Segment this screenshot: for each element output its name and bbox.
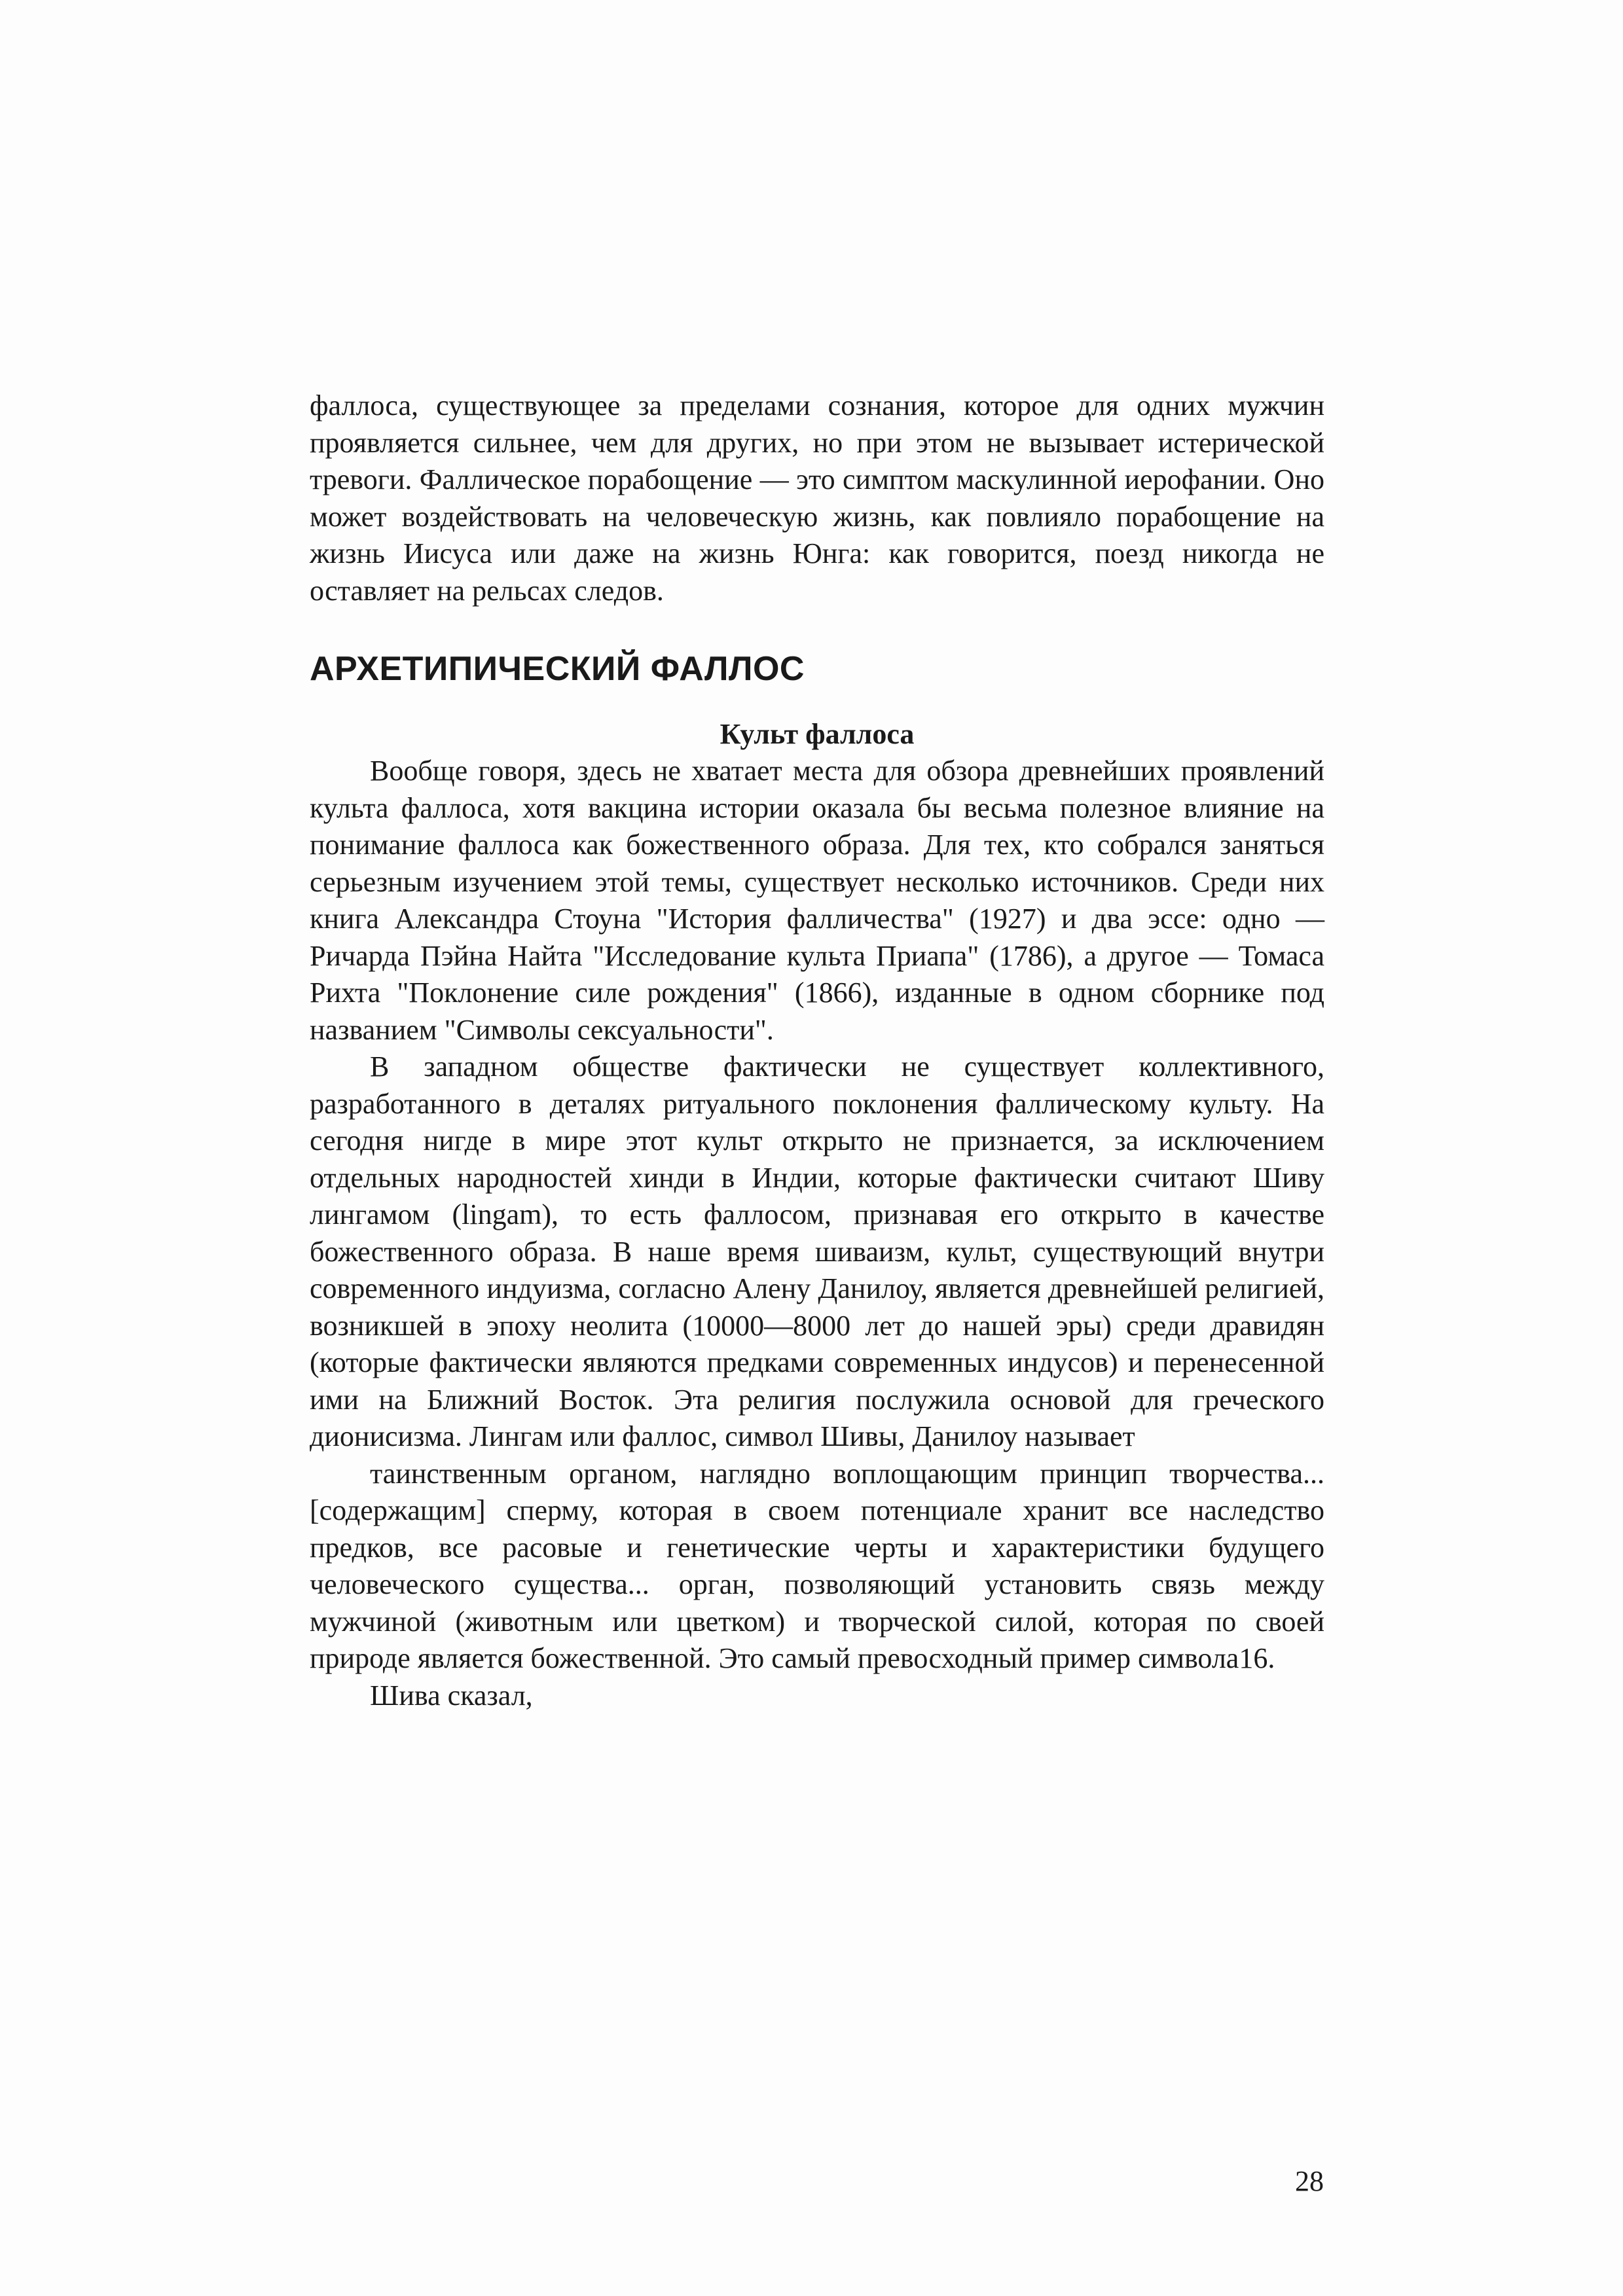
subsection-heading: Культ фаллоса [720,718,915,750]
block-quote: таинственным органом, наглядно воплощающим принцип творчества... [содержащим] сперму, которая в своем потенциале хранит все наследство предков, все расовые и генетические черты и характеристики будущего человеческого существа... орган, позволяющий установить связь между мужчиной (животным или цветком) и творческой силой, которая по своей природе является божественной. Это самый превосходный пример символа16. [310,1457,1324,1674]
section-heading: АРХЕТИПИЧЕСКИЙ ФАЛЛОС [310,650,805,688]
intro-text-block [310,387,1324,609]
intro-paragraph: фаллоса, существующее за пределами сознания, которое для одних мужчин проявляется сильнее, чем для других, но при этом не вызывает истерической тревоги. Фаллическое порабощение — это симптом маскулинной иерофании. Оно может воздействовать на человеческую жизнь, как повлияло порабощение на жизнь Иисуса или даже на жизнь Юнга: как говорится, поезд никогда не оставляет на рельсах следов. [310,389,1324,607]
page-number: 28 [1295,2165,1324,2197]
body-paragraph: Шива сказал, [370,1679,533,1712]
body-paragraph: В западном обществе фактически не существует коллективного, разработанного в деталях ритуального поклонения фаллическому культу. На сегодня нигде в мире этот культ открыто не признается, за исключением отдельных народностей хинди в Индии, которые фактически считают Шиву лингамом (lingam), то есть фаллосом, признавая его открыто в качестве божественного образа. В наше время шиваизм, культ, существующий внутри современного индуизма, согласно Алену Данилоу, является древнейшей религией, возникшей в эпоху неолита (10000—8000 лет до нашей эры) среди дравидян (которые фактически являются предками современных индусов) и перенесенной ими на Ближний Восток. Эта религия послужила основой для греческого дионисизма. Лингам или фаллос, символ Шивы, Данилоу называет [310,1050,1324,1452]
body-paragraph: Вообще говоря, здесь не хватает места для обзора древнейших проявлений культа фаллоса, хотя вакцина истории оказала бы весьма полезное влияние на понимание фаллоса как божественного образа. Для тех, кто собрался заняться серьезным изучением этой темы, существует несколько источников. Среди них книга Александра Стоуна "История фалличества" (1927) и два эссе: одно — Ричарда Пэйна Найта "Исследование культа Приапа" (1786), а другое — Томаса Рихта "Поклонение силе рождения" (1866), изданные в одном сборнике под названием "Символы сексуальности". [310,755,1324,1046]
body-text-block [310,753,1324,1714]
